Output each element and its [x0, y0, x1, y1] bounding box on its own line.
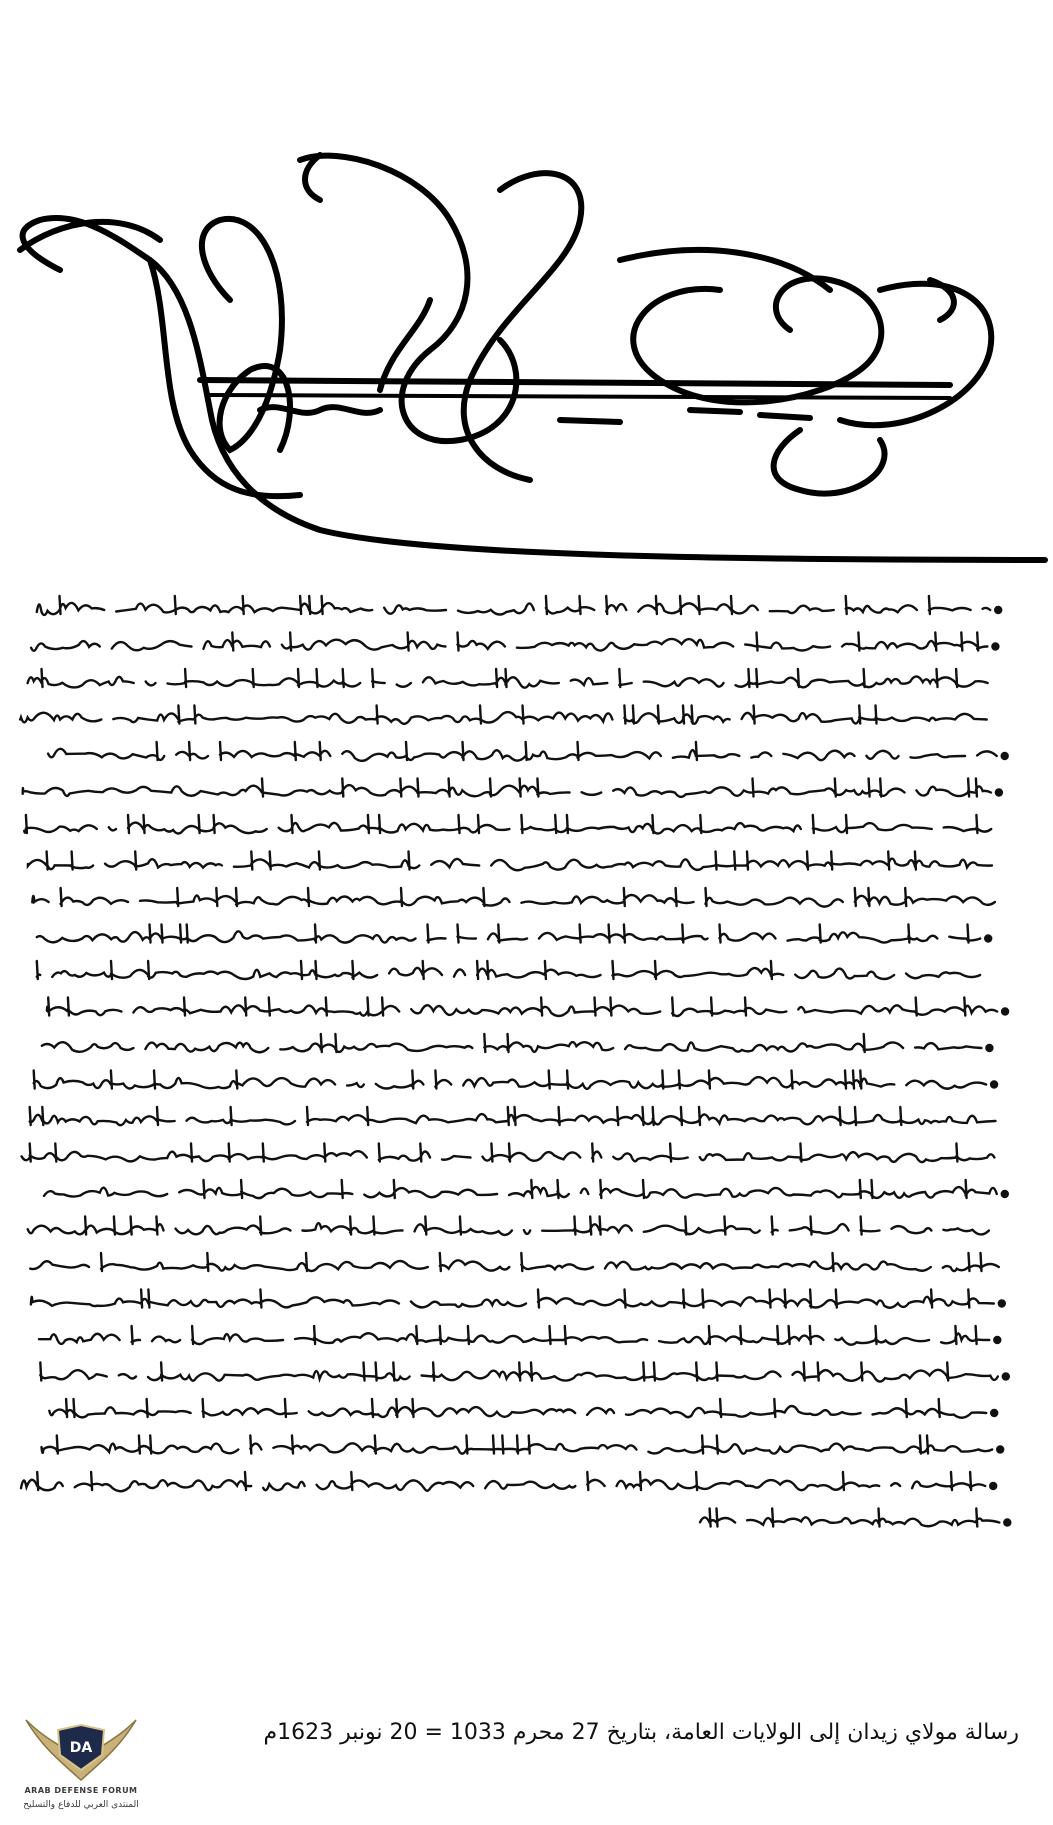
manuscript-line [34, 1071, 986, 1089]
manuscript-line [37, 596, 990, 615]
line-end-mark [997, 1447, 1003, 1453]
manuscript-line [31, 633, 987, 651]
line-end-mark [990, 1483, 996, 1489]
manuscript-line [700, 1509, 999, 1527]
manuscript-body-text [0, 590, 1053, 1590]
eagle-emblem-icon [6, 1700, 156, 1790]
line-end-mark [985, 936, 991, 942]
line-end-mark [1002, 1009, 1008, 1015]
manuscript-line [32, 1180, 997, 1198]
line-end-mark [991, 1082, 997, 1088]
manuscript-line [42, 1034, 982, 1052]
manuscript-line [37, 961, 980, 979]
manuscript-line [24, 815, 991, 834]
logo-emblem-text: DA [69, 1740, 93, 1756]
manuscript-line [39, 1326, 989, 1345]
manuscript-line [22, 1144, 995, 1163]
manuscript-line [28, 669, 988, 688]
line-end-mark [1003, 1374, 1009, 1380]
manuscript-line [23, 779, 991, 797]
line-end-mark [992, 644, 998, 650]
manuscript-line [37, 925, 980, 943]
manuscript-line [31, 1290, 994, 1308]
manuscript-line [30, 1253, 999, 1271]
manuscript-line [9, 1472, 985, 1491]
line-end-mark [999, 1301, 1005, 1307]
line-end-mark [986, 1045, 992, 1051]
manuscript-line [30, 1107, 996, 1125]
manuscript-line [42, 1436, 993, 1454]
tughra-signature [0, 150, 1053, 570]
manuscript-line [32, 888, 995, 907]
manuscript-line [20, 706, 987, 724]
logo-name-ar: المنتدى العربي للدفاع والتسليح [23, 1800, 139, 1810]
line-end-mark [995, 607, 1001, 613]
manuscript-line [49, 1399, 986, 1418]
line-end-mark [1002, 1191, 1008, 1197]
manuscript-line [47, 998, 997, 1017]
logo-name-en: ARAB DEFENSE FORUM [24, 1786, 138, 1795]
line-end-mark [991, 1410, 997, 1416]
manuscript-line [28, 852, 992, 871]
line-end-mark [996, 790, 1002, 796]
manuscript-line [48, 742, 997, 761]
line-end-mark [994, 1337, 1000, 1343]
line-end-mark [1002, 753, 1008, 759]
watermark-logo [6, 1700, 156, 1820]
manuscript-line [40, 1363, 998, 1382]
line-end-mark [1004, 1520, 1010, 1526]
document-caption: رسالة مولاي زيدان إلى الولايات العامة، بتاريخ 27 محرم 1033 = 20 نونبر 1623م [263, 1720, 1019, 1745]
manuscript-line [28, 1217, 989, 1235]
